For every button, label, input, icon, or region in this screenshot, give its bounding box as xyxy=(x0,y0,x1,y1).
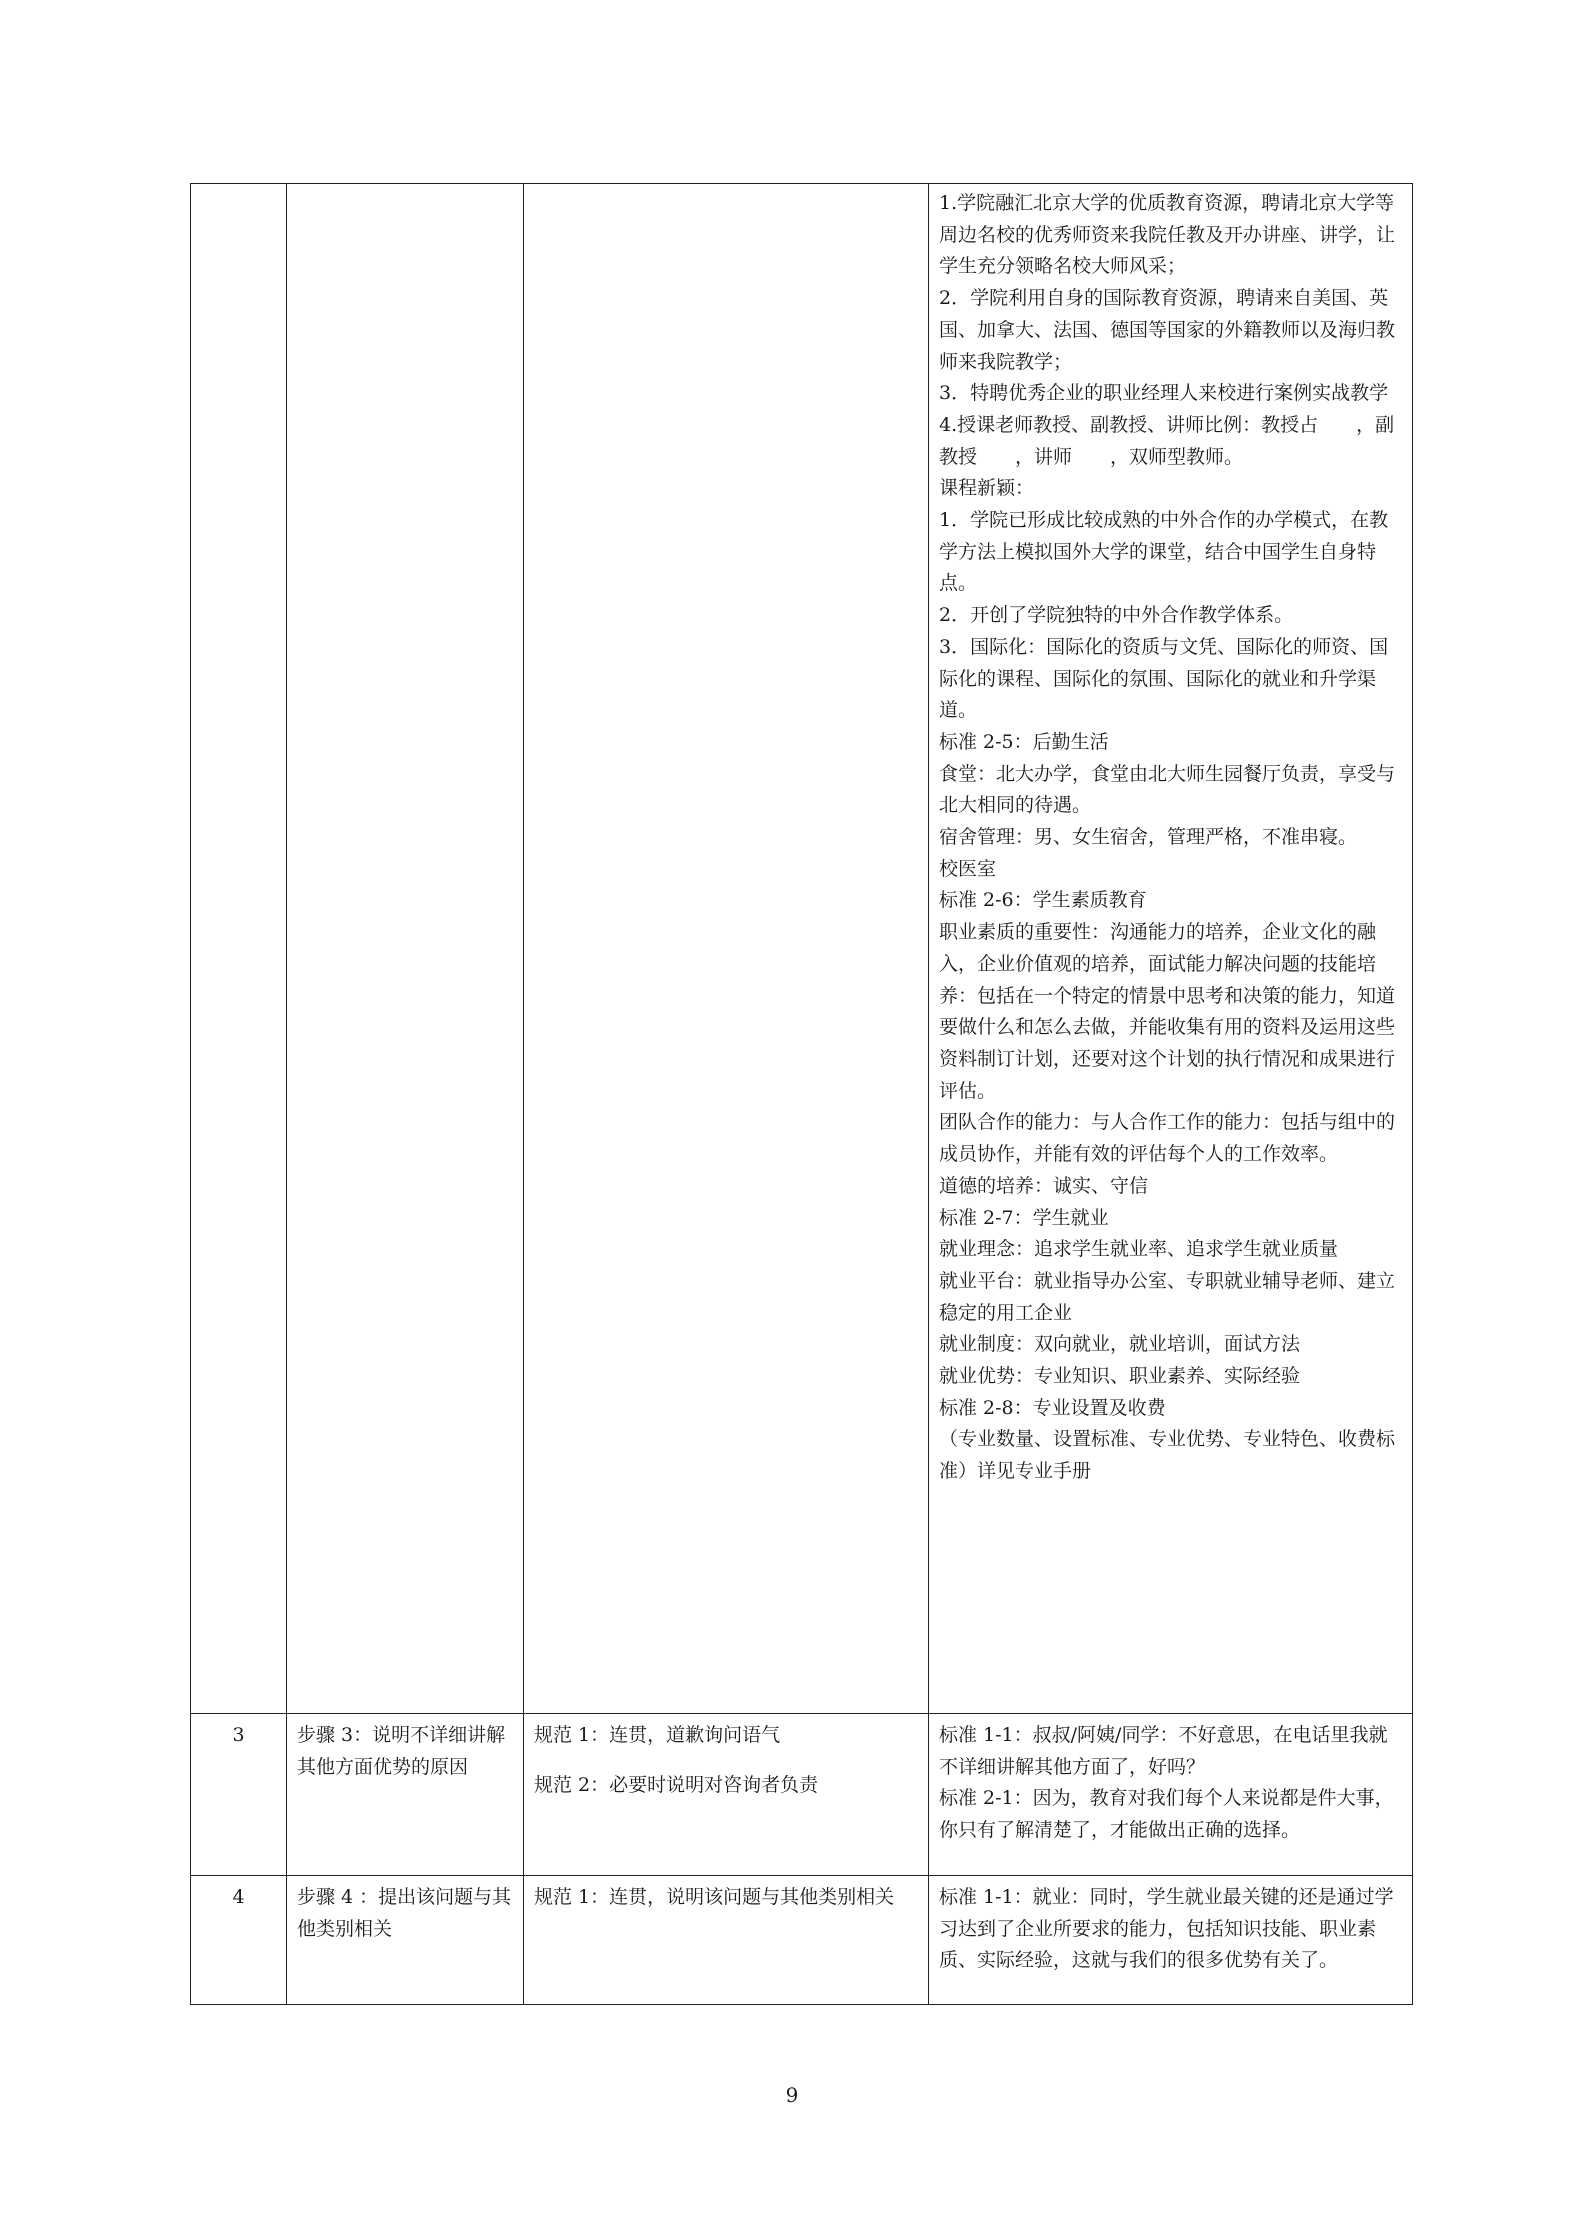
standard-line: 宿舍管理：男、女生宿舍，管理严格，不准串寝。 xyxy=(939,826,1358,849)
standard-line: 团队合作的能力：与人合作工作的能力：包括与组中的成员协作，并能有效的评估每个人的工作效率。 xyxy=(939,1111,1396,1166)
table-row-continuation xyxy=(191,184,1413,1714)
standard-cell xyxy=(929,1876,1413,2005)
norm-cell xyxy=(524,1714,929,1876)
norm-item: 规范 1：连贯，说明该问题与其他类别相关 xyxy=(534,1886,895,1908)
standard-line: 就业平台：就业指导办公室、专职就业辅导老师、建立稳定的用工企业 xyxy=(939,1269,1396,1324)
norm-cell xyxy=(524,184,929,1714)
standard-line: 道德的培养：诚实、守信 xyxy=(939,1174,1149,1197)
standard-line: 3．国际化：国际化的资质与文凭、国际化的师资、国际化的课程、国际化的氛围、国际化的就业和升学渠道。 xyxy=(939,635,1389,722)
row-number-cell: 3 xyxy=(191,1714,287,1876)
standard-line: 就业制度：双向就业，就业培训，面试方法 xyxy=(939,1333,1301,1356)
page-number: 9 xyxy=(785,2083,799,2107)
standard-line: 标准 2-1：因为，教育对我们每个人来说都是件大事，你只有了解清楚了，才能做出正确的选择。 xyxy=(939,1787,1394,1842)
standard-line: 1．学院已形成比较成熟的中外合作的办学模式，在教学方法上模拟国外大学的课堂，结合中国学生自身特点。 xyxy=(939,509,1389,595)
step-cell: 步骤 3：说明不详细讲解其他方面优势的原因 xyxy=(287,1714,524,1876)
standard-line: 标准 2-6：学生素质教育 xyxy=(939,889,1147,912)
norm-item: 规范 2：必要时说明对咨询者负责 xyxy=(534,1773,819,1796)
standard-line: 标准 2-7：学生就业 xyxy=(939,1206,1109,1229)
standard-line: 2．开创了学院独特的中外合作教学体系。 xyxy=(939,604,1294,627)
standard-line: 标准 2-8：专业设置及收费 xyxy=(939,1396,1166,1419)
standard-line: （专业数量、设置标准、专业优势、专业特色、收费标准）详见专业手册 xyxy=(939,1428,1396,1483)
norm-cell xyxy=(524,1876,929,2005)
standard-line: 校医室 xyxy=(939,857,997,880)
standard-line: 课程新颖： xyxy=(939,477,1035,500)
table-row-step-3 xyxy=(191,1714,1413,1876)
standard-line: 职业素质的重要性：沟通能力的培养，企业文化的融入，企业价值观的培养，面试能力解决问题的技能培养：包括在一个特定的情景中思考和决策的能力，知道要做什么和怎么去做，并能收集有用的资料及运用这些资料制订计划，还要对这个计划的执行情况和成果进行评估。 xyxy=(939,921,1396,1102)
standard-cell xyxy=(929,184,1413,1714)
row-number-cell: 4 xyxy=(191,1876,287,2005)
standard-line: 就业理念：追求学生就业率、追求学生就业质量 xyxy=(939,1238,1339,1261)
table-row-step-4 xyxy=(191,1876,1413,2005)
standard-line: 标准 1-1：叔叔/阿姨/同学：不好意思，在电话里我就不详细讲解其他方面了，好吗？ xyxy=(939,1724,1388,1778)
norm-item: 规范 1：连贯，道歉询问语气 xyxy=(534,1724,781,1746)
standard-line: 就业优势：专业知识、职业素养、实际经验 xyxy=(939,1365,1301,1388)
standard-line: 标准 2-5：后勤生活 xyxy=(939,730,1109,753)
standard-line: 3．特聘优秀企业的职业经理人来校进行案例实战教学 xyxy=(939,382,1389,405)
row-number-cell xyxy=(191,184,287,1714)
standard-cell xyxy=(929,1714,1413,1876)
step-cell xyxy=(287,184,524,1714)
procedure-table xyxy=(190,183,1413,2005)
standard-line: 食堂：北大办学，食堂由北大师生园餐厅负责，享受与北大相同的待遇。 xyxy=(939,762,1396,817)
standard-line: 4.授课老师教授、副教授、讲师比例：教授占 ，副教授 ，讲师 ，双师型教师。 xyxy=(939,413,1395,468)
standard-line: 标准 1-1：就业：同时，学生就业最关键的还是通过学习达到了企业所要求的能力，包括知识技能、职业素质、实际经验，这就与我们的很多优势有关了。 xyxy=(939,1886,1394,1972)
standard-line: 2．学院利用自身的国际教育资源，聘请来自美国、英国、加拿大、法国、德国等国家的外籍教师以及海归教师来我院教学； xyxy=(939,287,1396,373)
step-cell: 步骤 4 ：提出该问题与其他类别相关 xyxy=(287,1876,524,2005)
standard-line: 1.学院融汇北京大学的优质教育资源，聘请北京大学等周边名校的优秀师资来我院任教及开办讲座、讲学，让学生充分领略名校大师风采； xyxy=(939,192,1396,278)
